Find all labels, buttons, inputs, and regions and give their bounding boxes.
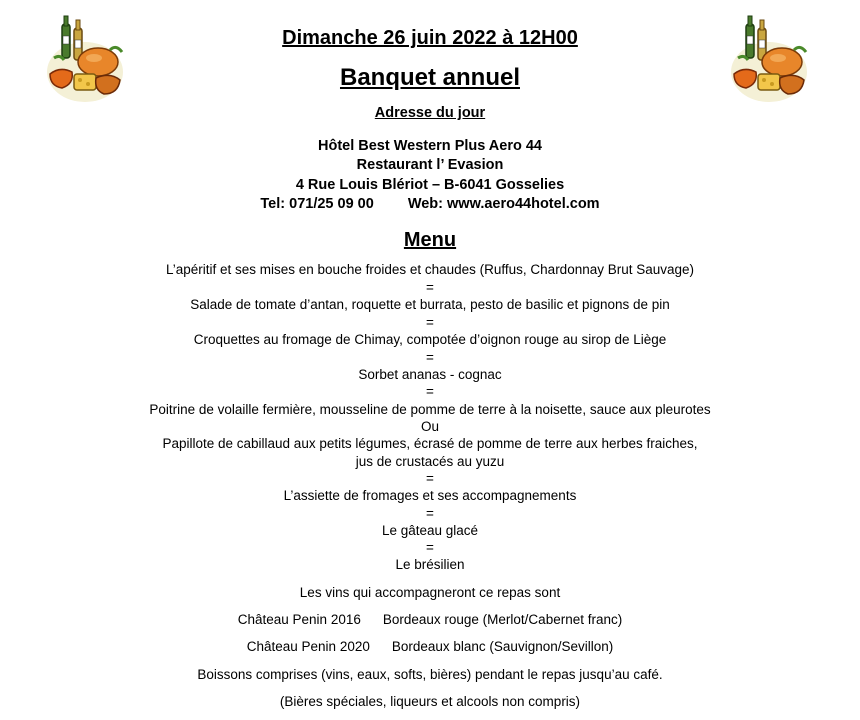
wine-description: Bordeaux rouge (Merlot/Cabernet franc): [382, 612, 623, 627]
drinks-included: Boissons comprises (vins, eaux, softs, bières) pendant le repas jusqu’au café.: [197, 667, 663, 682]
wine-name: Château Penin 2016: [237, 612, 361, 627]
event-date: Dimanche 26 juin 2022 à 12H00: [282, 27, 578, 49]
menu-separator: =: [426, 315, 434, 330]
menu-line: Poitrine de volaille fermière, mousseline de pomme de terre à la noisette, sauce aux pleurotes: [149, 402, 711, 417]
menu-line: Sorbet ananas - cognac: [358, 367, 502, 382]
phone-number: Tel: 071/25 09 00: [260, 196, 374, 212]
menu-separator: =: [426, 506, 434, 521]
menu-line: Croquettes au fromage de Chimay, compotée d’oignon rouge au sirop de Liège: [193, 332, 667, 347]
drinks-excluded: (Bières spéciales, liqueurs et alcools non compris): [279, 694, 581, 709]
page-title: Banquet annuel: [339, 64, 520, 91]
menu-line: jus de crustacés au yuzu: [355, 454, 505, 469]
menu-line: Le gâteau glacé: [381, 523, 479, 538]
menu-separator: =: [426, 280, 434, 295]
menu-line: L’assiette de fromages et ses accompagnements: [283, 488, 577, 503]
menu-separator: =: [426, 350, 434, 365]
address-heading: Adresse du jour: [374, 105, 486, 121]
menu-line: Le brésilien: [395, 557, 465, 572]
menu-heading: Menu: [403, 229, 457, 251]
wine-item: [0, 612, 860, 627]
menu-line: Salade de tomate d’antan, roquette et burrata, pesto de basilic et pignons de pin: [190, 297, 670, 312]
contact-line: [0, 196, 860, 212]
wine-item: [0, 639, 860, 654]
menu-separator: =: [426, 540, 434, 555]
menu-or: Ou: [420, 419, 439, 434]
street-address: 4 Rue Louis Blériot – B-6041 Gosselies: [295, 177, 565, 193]
menu-separator: =: [426, 384, 434, 399]
wines-intro: Les vins qui accompagneront ce repas sont: [299, 585, 561, 600]
website: Web: www.aero44hotel.com: [407, 196, 600, 212]
menu-line: L’apéritif et ses mises en bouche froides et chaudes (Ruffus, Chardonnay Brut Sauvage): [165, 262, 695, 277]
wine-name: Château Penin 2020: [246, 639, 370, 654]
hotel-name: Hôtel Best Western Plus Aero 44: [317, 138, 542, 154]
restaurant-name: Restaurant l’ Evasion: [356, 157, 504, 173]
wine-description: Bordeaux blanc (Sauvignon/Sevillon): [391, 639, 614, 654]
menu-separator: =: [426, 471, 434, 486]
menu-line: Papillote de cabillaud aux petits légumes, écrasé de pomme de terre aux herbes fraiches,: [162, 436, 698, 451]
